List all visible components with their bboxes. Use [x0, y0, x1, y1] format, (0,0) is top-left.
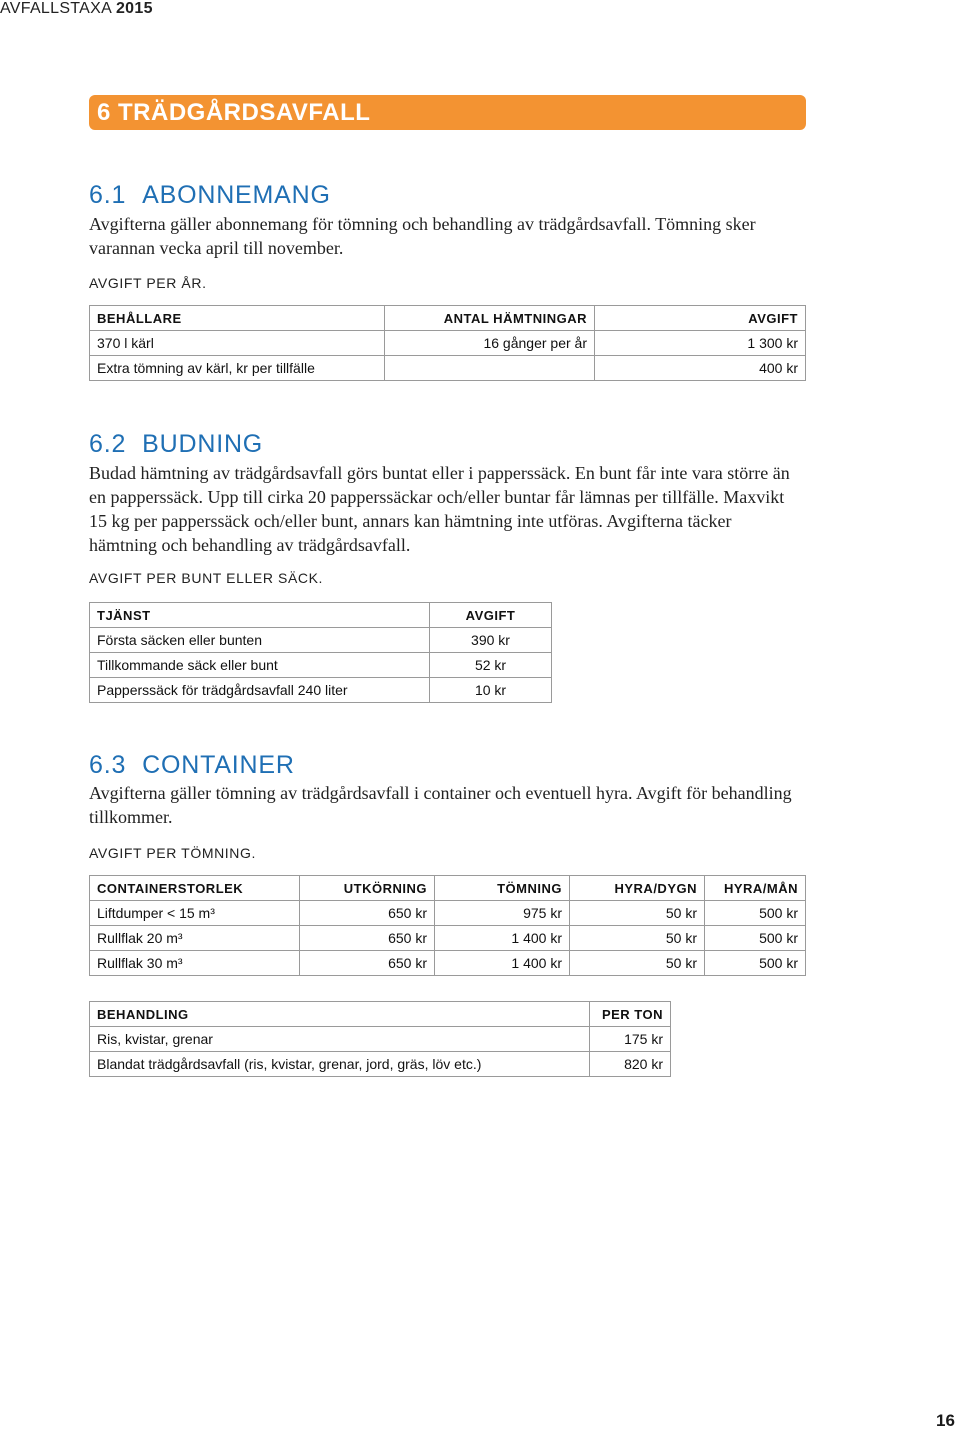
- table-row: [90, 628, 552, 653]
- column-header: UTKÖRNING: [300, 876, 435, 901]
- section-title: BUDNING: [142, 430, 264, 458]
- section-number: 6.3: [89, 751, 127, 779]
- table-cell: 1 300 kr: [595, 331, 806, 356]
- section-text: Avgifterna gäller tömning av trädgårdsavfall i container och eventuell hyra. Avgift för behandling tillkommer.: [89, 783, 792, 827]
- table-cell: 400 kr: [595, 356, 806, 381]
- column-header: ANTAL HÄMTNINGAR: [385, 306, 595, 331]
- budning-table: [89, 602, 552, 703]
- table-cell: Liftdumper < 15 m³: [90, 901, 300, 926]
- section-text: Avgifterna gäller abonnemang för tömning och behandling av trädgårdsavfall. Tömning sker varannan vecka april till november.: [89, 214, 756, 258]
- chapter-title: 6 TRÄDGÅRDSAVFALL: [89, 95, 806, 130]
- section-title: ABONNEMANG: [142, 181, 331, 209]
- table-row: [90, 1052, 671, 1077]
- table-cell: Blandat trädgårdsavfall (ris, kvistar, grenar, jord, gräs, löv etc.): [90, 1052, 590, 1077]
- table-header-row: [90, 603, 552, 628]
- table-cell: 820 kr: [590, 1052, 671, 1077]
- fee-note: AVGIFT PER BUNT ELLER SÄCK.: [89, 570, 324, 586]
- table-cell: 370 l kärl: [90, 331, 385, 356]
- column-header: BEHÅLLARE: [90, 306, 385, 331]
- table-row: [90, 653, 552, 678]
- table-cell: 52 kr: [430, 653, 552, 678]
- table-cell: Rullflak 30 m³: [90, 951, 300, 976]
- table-cell: 500 kr: [705, 926, 806, 951]
- column-header: TJÄNST: [90, 603, 430, 628]
- column-header: TÖMNING: [435, 876, 570, 901]
- table-header-row: [90, 876, 806, 901]
- table-cell: 390 kr: [430, 628, 552, 653]
- section-heading-container: [89, 751, 295, 780]
- table-row: [90, 951, 806, 976]
- table-cell: 50 kr: [570, 951, 705, 976]
- table-header-row: [90, 306, 806, 331]
- table-cell: 50 kr: [570, 901, 705, 926]
- table-cell: 500 kr: [705, 901, 806, 926]
- fee-note: AVGIFT PER ÅR.: [89, 275, 207, 291]
- table-cell: 175 kr: [590, 1027, 671, 1052]
- table-cell: 650 kr: [300, 901, 435, 926]
- column-header: AVGIFT: [595, 306, 806, 331]
- table-row: [90, 926, 806, 951]
- page-header: [0, 0, 153, 18]
- table-cell: 1 400 kr: [435, 951, 570, 976]
- section-heading-budning: [89, 430, 263, 459]
- table-cell: Tillkommande säck eller bunt: [90, 653, 430, 678]
- container-table: [89, 875, 806, 976]
- table-row: [90, 1027, 671, 1052]
- table-cell: 650 kr: [300, 951, 435, 976]
- column-header: PER TON: [590, 1002, 671, 1027]
- column-header: HYRA/DYGN: [570, 876, 705, 901]
- table-cell: 650 kr: [300, 926, 435, 951]
- section-heading-abonnemang: [89, 181, 331, 210]
- table-cell: [385, 356, 595, 381]
- table-cell: Rullflak 20 m³: [90, 926, 300, 951]
- abonnemang-table: [89, 305, 806, 381]
- section-title: CONTAINER: [142, 751, 295, 779]
- table-cell: 1 400 kr: [435, 926, 570, 951]
- column-header: AVGIFT: [430, 603, 552, 628]
- table-cell: 500 kr: [705, 951, 806, 976]
- table-cell: 975 kr: [435, 901, 570, 926]
- table-cell: Papperssäck för trädgårdsavfall 240 liter: [90, 678, 430, 703]
- fee-note: AVGIFT PER TÖMNING.: [89, 845, 256, 861]
- column-header: CONTAINERSTORLEK: [90, 876, 300, 901]
- table-row: [90, 331, 806, 356]
- table-cell: 10 kr: [430, 678, 552, 703]
- table-cell: 50 kr: [570, 926, 705, 951]
- section-number: 6.1: [89, 181, 127, 209]
- table-row: [90, 901, 806, 926]
- table-header-row: [90, 1002, 671, 1027]
- section-text: Budad hämtning av trädgårdsavfall görs buntat eller i papperssäck. En bunt får inte vara större än en papperssäck. Upp till cirka 20 papperssäckar och/eller buntar får lämnas per tillfälle. Maxvikt 15 kg per papperssäck och/eller bunt, annars kan hämtning inte utföras. Avgifterna täcker hämtning och behandling av trädgårdsavfall.: [89, 463, 790, 555]
- table-cell: Ris, kvistar, grenar: [90, 1027, 590, 1052]
- table-cell: Första säcken eller bunten: [90, 628, 430, 653]
- behandling-table: [89, 1001, 671, 1077]
- table-cell: Extra tömning av kärl, kr per tillfälle: [90, 356, 385, 381]
- table-row: [90, 356, 806, 381]
- header-title: AVFALLSTAXA: [0, 0, 112, 17]
- column-header: BEHANDLING: [90, 1002, 590, 1027]
- table-cell: 16 gånger per år: [385, 331, 595, 356]
- header-year: 2015: [115, 0, 153, 17]
- table-row: [90, 678, 552, 703]
- section-number: 6.2: [89, 430, 127, 458]
- column-header: HYRA/MÅN: [705, 876, 806, 901]
- page-number: 16: [936, 1411, 955, 1430]
